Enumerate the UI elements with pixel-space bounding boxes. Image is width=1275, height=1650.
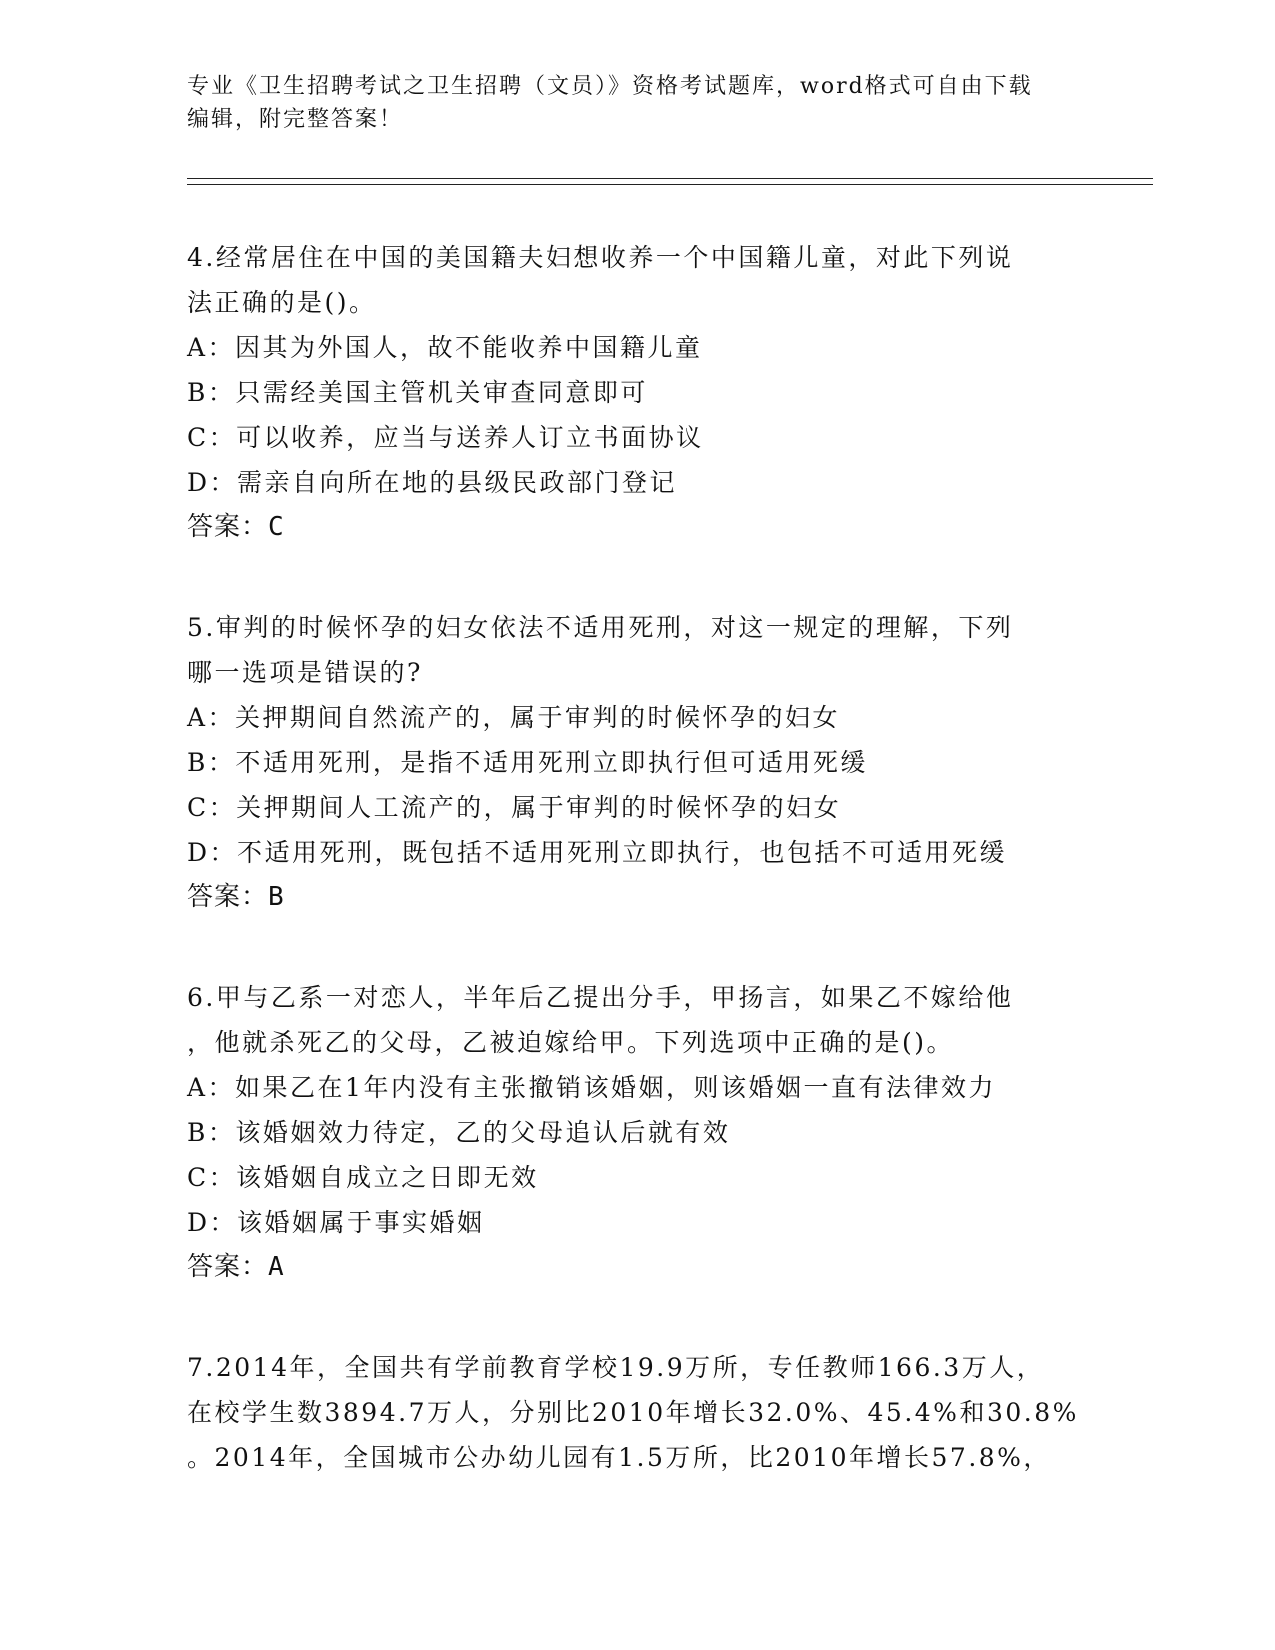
question-stem-line: 4.经常居住在中国的美国籍夫妇想收养一个中国籍儿童，对此下列说 xyxy=(187,243,1014,272)
option-b: B：只需经美国主管机关审查同意即可 xyxy=(187,378,648,407)
answer-line xyxy=(187,505,1087,550)
option-a: A：关押期间自然流产的，属于审判的时候怀孕的妇女 xyxy=(187,703,841,732)
header-rule-bottom xyxy=(187,184,1153,185)
answer-line xyxy=(187,875,1087,920)
question-stem-line: ，他就杀死乙的父母，乙被迫嫁给甲。下列选项中正确的是()。 xyxy=(187,1028,955,1057)
answer-label: 答案： xyxy=(187,512,269,542)
question-6 xyxy=(187,975,1087,1290)
option-d: D：不适用死刑，既包括不适用死刑立即执行，也包括不可适用死缓 xyxy=(187,838,1008,867)
question-4 xyxy=(187,235,1087,550)
question-7 xyxy=(187,1345,1087,1480)
header-line-2: 编辑，附完整答案！ xyxy=(187,107,404,132)
document-header xyxy=(187,70,1067,136)
question-stem-line: 在校学生数3894.7万人，分别比2010年增长32.0%、45.4%和30.8% xyxy=(187,1398,1079,1427)
question-stem-line: 5.审判的时候怀孕的妇女依法不适用死刑，对这一规定的理解，下列 xyxy=(187,613,1014,642)
answer-label: 答案： xyxy=(187,882,269,912)
question-stem-line: 法正确的是()。 xyxy=(187,288,377,317)
option-c: C：关押期间人工流产的，属于审判的时候怀孕的妇女 xyxy=(187,793,842,822)
answer-key: A xyxy=(268,1252,285,1282)
option-d: D：该婚姻属于事实婚姻 xyxy=(187,1208,485,1237)
option-c: C：该婚姻自成立之日即无效 xyxy=(187,1163,539,1192)
option-b: B：不适用死刑，是指不适用死刑立即执行但可适用死缓 xyxy=(187,748,868,777)
header-line-1: 专业《卫生招聘考试之卫生招聘（文员）》资格考试题库，word格式可自由下载 xyxy=(187,74,1033,99)
question-stem-line: 7.2014年，全国共有学前教育学校19.9万所，专任教师166.3万人， xyxy=(187,1353,1045,1382)
answer-key: B xyxy=(268,882,285,912)
answer-key: C xyxy=(268,512,285,542)
option-a: A：因其为外国人，故不能收养中国籍儿童 xyxy=(187,333,703,362)
header-rule-top xyxy=(187,178,1153,179)
option-d: D：需亲自向所在地的县级民政部门登记 xyxy=(187,468,678,497)
option-a: A：如果乙在1年内没有主张撤销该婚姻，则该婚姻一直有法律效力 xyxy=(187,1073,996,1102)
question-5 xyxy=(187,605,1087,920)
question-stem-line: 哪一选项是错误的? xyxy=(187,658,423,687)
question-stem-line: 6.甲与乙系一对恋人，半年后乙提出分手，甲扬言，如果乙不嫁给他 xyxy=(187,983,1014,1012)
question-list xyxy=(187,235,1087,1480)
answer-label: 答案： xyxy=(187,1252,269,1282)
option-c: C：可以收养，应当与送养人订立书面协议 xyxy=(187,423,704,452)
answer-line xyxy=(187,1245,1087,1290)
option-b: B：该婚姻效力待定，乙的父母追认后就有效 xyxy=(187,1118,731,1147)
question-stem-line: 。2014年，全国城市公办幼儿园有1.5万所，比2010年增长57.8%， xyxy=(187,1443,1051,1472)
